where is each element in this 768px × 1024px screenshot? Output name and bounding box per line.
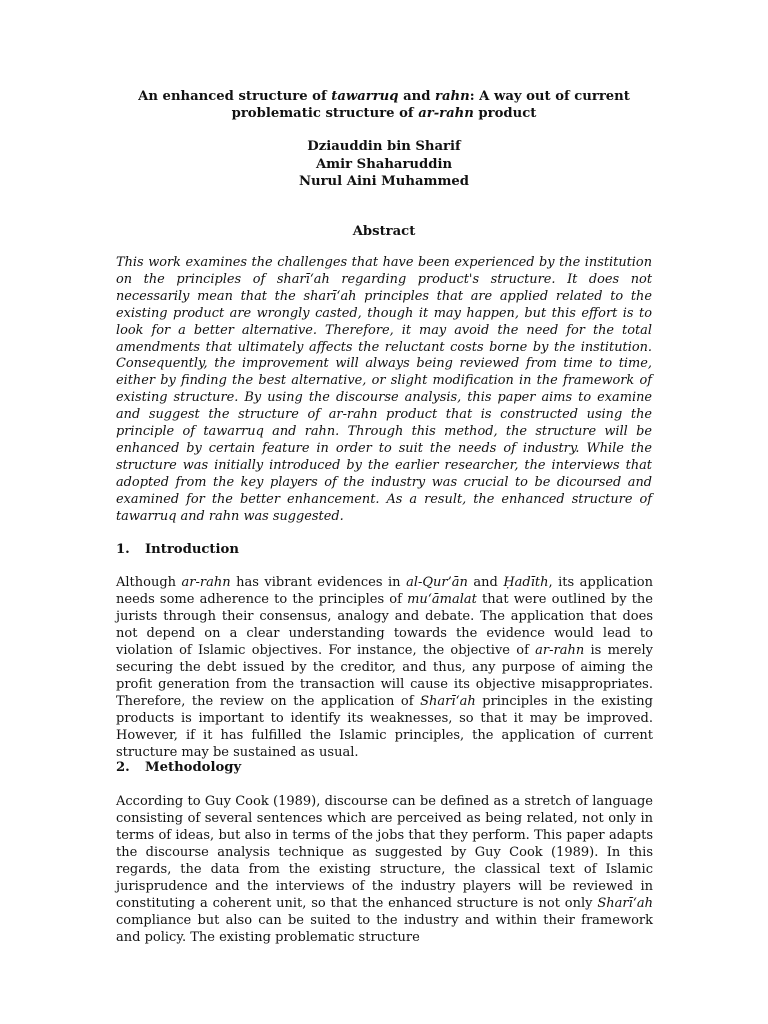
title-text: : A way out of current problematic structure of [231,89,630,121]
author-name: Amir Shaharuddin [315,156,453,172]
section-heading-introduction [116,541,652,558]
section-heading-methodology [116,759,652,776]
author-name: Nurul Aini Muhammed [298,174,470,189]
title-text: An enhanced structure of [138,89,332,104]
title-text: product [473,106,537,121]
methodology-paragraph: According to Guy Cook (1989), discourse can be defined as a stretch of language consisting of several sentences which are perceived as being related, not only in terms of ideas, but also in terms of the jobs that they perform. This paper adapts the discourse analysis technique as suggested by Guy Cook (1989). In this regards, the data from the existing structure, the classical text of Islamic jurisprudence and the interviews of the industry players will be reviewed in constituting a coherent unit, so that the enhanced structure is not only Sharī‘ah compliance but also can be suited to the industry and within their framework and policy. The existing problematic structure [116,794,653,945]
title-italic-term: rahn [435,89,470,104]
author-list [110,138,658,191]
section-title: Introduction [145,542,239,557]
section-number: 2. [116,760,130,775]
introduction-paragraph: Although ar-rahn has vibrant evidences in al-Qur’ān and Ḥadīth, its application needs some adherence to the principles of mu‘āmalat that were outlined by the jurists through their consensus, analogy and debate. The application that does not depend on a clear understanding towards the evidence would lead to violation of Islamic objectives. For instance, the objective of ar-rahn is merely securing the debt issued by the creditor, and thus, any purpose of aiming the profit generation from the transaction will cause its objective misappropriates. Therefore, the review on the application of Sharī‘ah principles in the existing products is important to identify its weaknesses, so that it may be improved. However, if it has fulfilled the Islamic principles, the application of current structure may be sustained as usual. [116,575,654,760]
title-italic-term: ar-rahn [418,106,474,121]
section-number: 1. [116,542,130,557]
abstract-text: This work examines the challenges that have been experienced by the institution on the principles of sharī‘ah regarding product's structure. It does not necessarily mean that the sharī‘ah principles that are applied related to the existing product are wrongly casted, though it may happen, but this effort is to look for a better alternative. Therefore, it may avoid the need for the total amendments that ultimately affects the reluctant costs borne by the institution. Consequently, the improvement will always being reviewed from time to time, either by finding the best alternative, or slight modification in the framework of existing structure. By using the discourse analysis, this paper aims to examine and suggest the structure of ar-rahn product that is constructed using the principle of tawarruq and rahn. Through this method, the structure will be enhanced by certain feature in order to suit the needs of industry. While the structure was initially introduced by the earlier researcher, the interviews that adopted from the key players of the industry was crucial to be dicoursed and examined for the better enhancement. As a result, the enhanced structure of tawarruq and rahn was suggested. [116,255,652,524]
section-title: Methodology [145,760,242,775]
abstract-heading: Abstract [352,224,416,239]
title-text: and [398,89,436,104]
paper-title [110,88,658,122]
title-italic-term: tawarruq [331,89,399,104]
author-name: Dziauddin bin Sharif [307,139,461,154]
